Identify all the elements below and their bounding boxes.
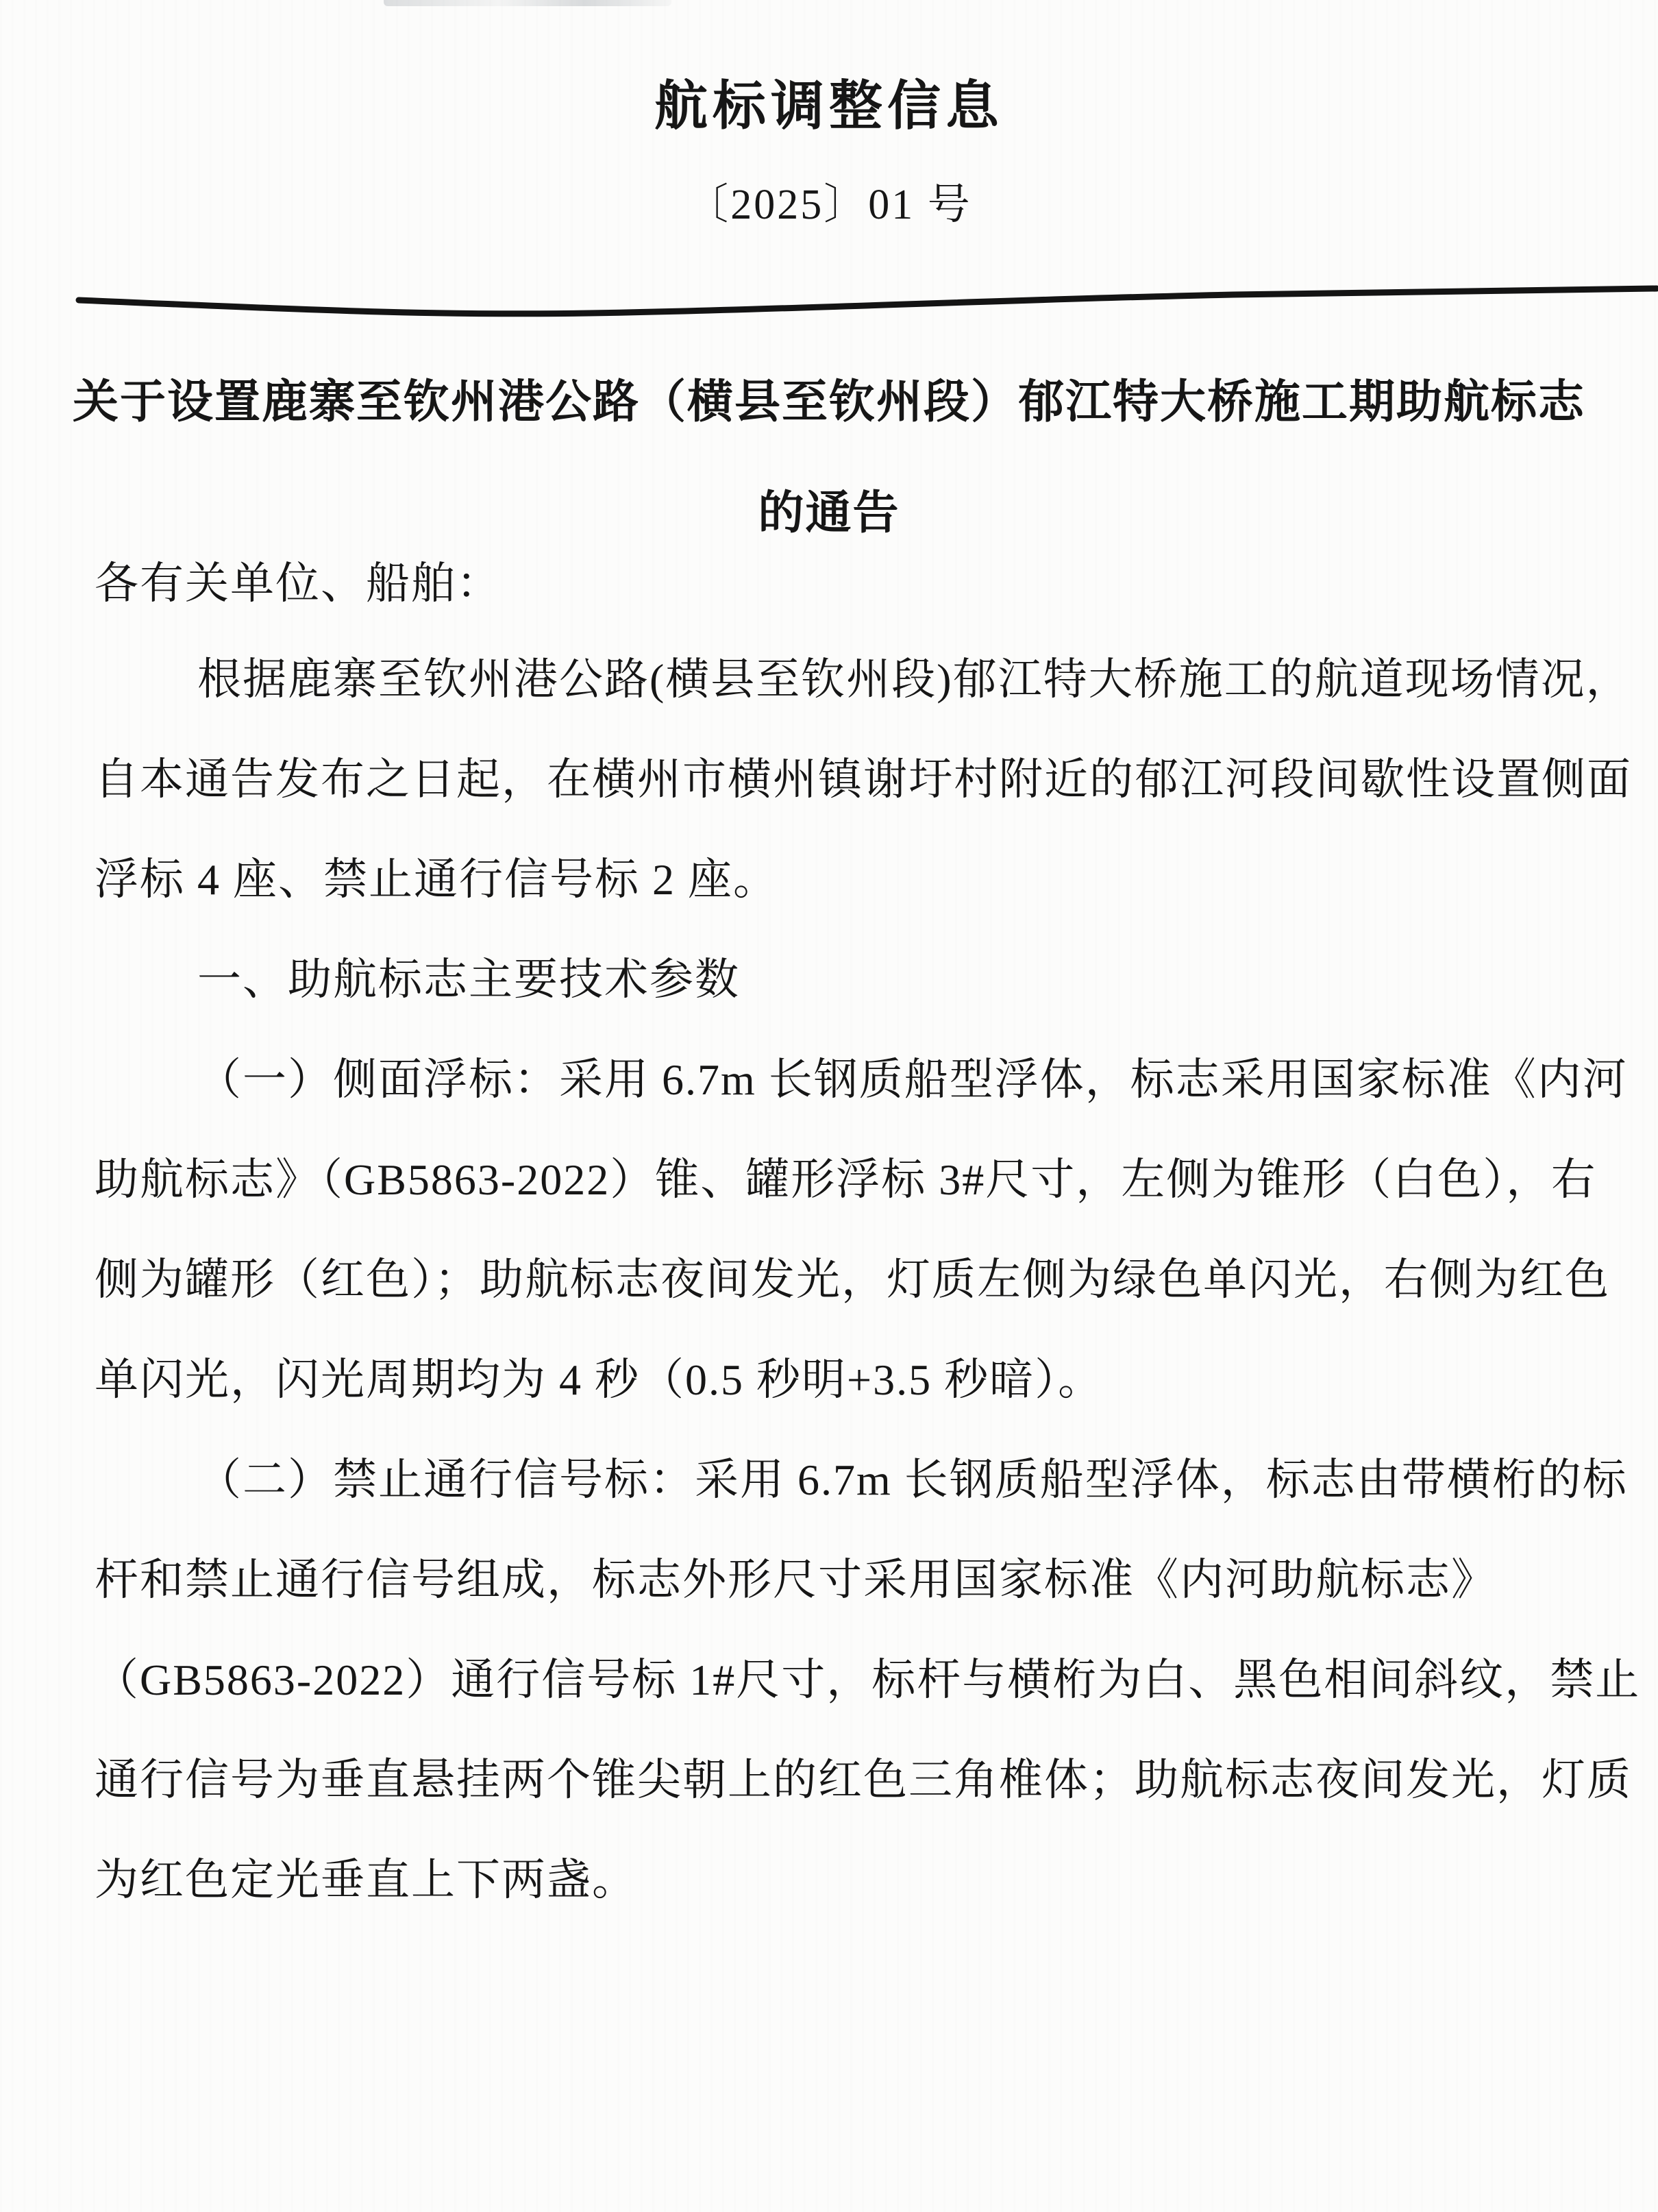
body-line: 通行信号为垂直悬挂两个锥尖朝上的红色三角椎体；助航标志夜间发光，灯质: [95, 1756, 1632, 1804]
body-line: 杆和禁止通行信号组成，标志外形尺寸采用国家标准《内河助航标志》: [95, 1556, 1496, 1604]
notice-body: [95, 630, 1641, 1930]
body-line: （GB5863-2022）通行信号标 1#尺寸，标杆与横桁为白、黑色相间斜纹，禁止: [95, 1656, 1641, 1704]
document-title: 航标调整信息: [654, 76, 1004, 136]
body-line: 浮标 4 座、禁止通行信号标 2 座。: [95, 855, 778, 904]
body-line: 助航标志》（GB5863-2022）锥、罐形浮标 3#尺寸，左侧为锥形（白色），右: [95, 1155, 1597, 1204]
body-line: 自本通告发布之日起，在横州市横州镇谢圩村附近的郁江河段间歇性设置侧面: [95, 755, 1632, 804]
body-line: 一、助航标志主要技术参数: [197, 955, 740, 1004]
salutation-line: 各有关单位、船舶：: [95, 559, 502, 608]
body-line: （一）侧面浮标：采用 6.7m 长钢质船型浮体，标志采用国家标准《内河: [197, 1055, 1628, 1104]
notice-heading: [27, 347, 1631, 569]
notice-heading-line1: 关于设置鹿寨至钦州港公路（横县至钦州段）郁江特大桥施工期助航标志: [73, 377, 1585, 428]
body-line: 单闪光，闪光周期均为 4 秒（0.5 秒明+3.5 秒暗）。: [95, 1355, 1104, 1404]
scan-artifact-smudge: [384, 0, 671, 6]
body-line: 根据鹿寨至钦州港公路(横县至钦州段)郁江特大桥施工的航道现场情况，: [197, 655, 1631, 704]
header-divider-line: [0, 280, 1658, 328]
body-line: 侧为罐形（红色）；助航标志夜间发光，灯质左侧为绿色单闪光，右侧为红色: [95, 1255, 1610, 1304]
body-line: 为红色定光垂直上下两盏。: [95, 1856, 637, 1904]
body-line: （二）禁止通行信号标：采用 6.7m 长钢质船型浮体，标志由带横桁的标: [197, 1455, 1628, 1504]
notice-heading-line2: 的通告: [758, 488, 900, 539]
document-number: 〔2025〕01 号: [686, 182, 972, 228]
